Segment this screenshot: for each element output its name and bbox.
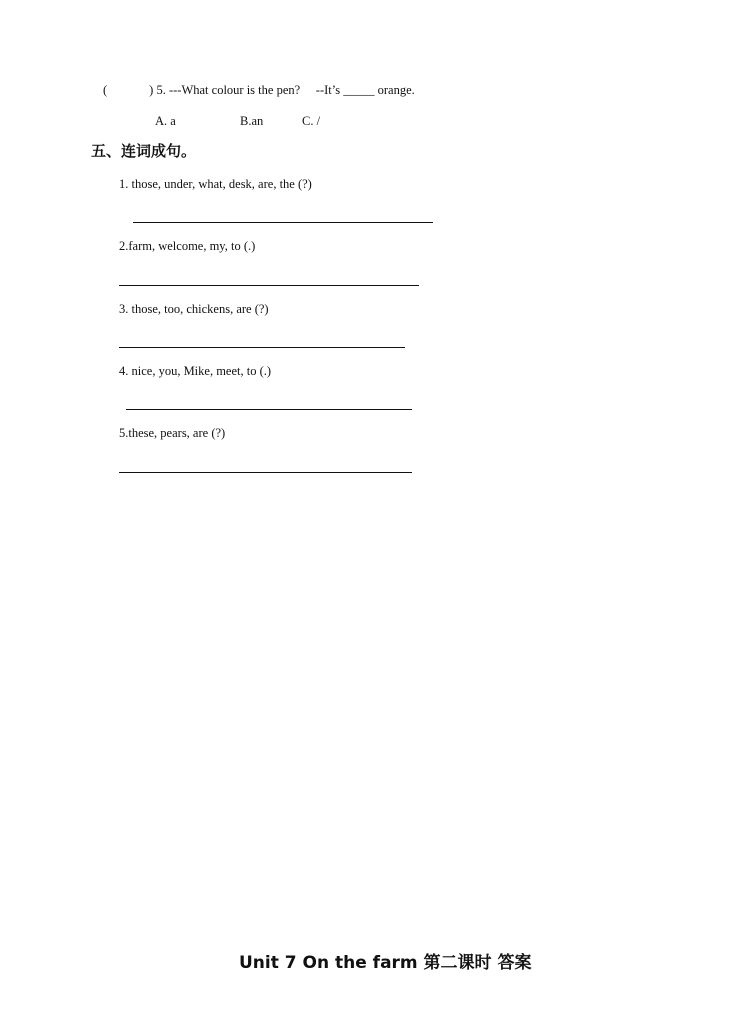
question-5-blank: _____ — [343, 83, 375, 97]
option-b: B.an — [240, 114, 264, 128]
answer-line — [126, 409, 412, 410]
option-c: C. / — [302, 114, 321, 128]
list-item: 1. those, under, what, desk, are, the (?) — [119, 177, 312, 191]
question-5-text: ---What colour is the pen? — [168, 83, 301, 97]
question-5-number: 5. — [156, 83, 166, 97]
answer-key-title: Unit 7 On the farm 第二课时 答案 — [239, 953, 532, 973]
question-5-answer-prefix: --It’s — [315, 83, 341, 97]
section-title: 五、连词成句。 — [91, 142, 197, 160]
question-5-paren-close: ) — [149, 83, 154, 97]
answer-line — [119, 472, 412, 473]
question-5-answer-suffix: orange. — [377, 83, 415, 97]
answer-line — [119, 347, 405, 348]
option-a: A. a — [155, 114, 176, 128]
list-item: 3. those, too, chickens, are (?) — [119, 302, 269, 316]
answer-line — [119, 285, 419, 286]
list-item: 4. nice, you, Mike, meet, to (.) — [119, 364, 272, 378]
question-5 — [103, 83, 415, 98]
list-item: 2.farm, welcome, my, to (.) — [119, 239, 256, 253]
answer-line — [133, 222, 433, 223]
question-5-paren-open: ( — [103, 83, 108, 97]
list-item: 5.these, pears, are (?) — [119, 426, 226, 440]
